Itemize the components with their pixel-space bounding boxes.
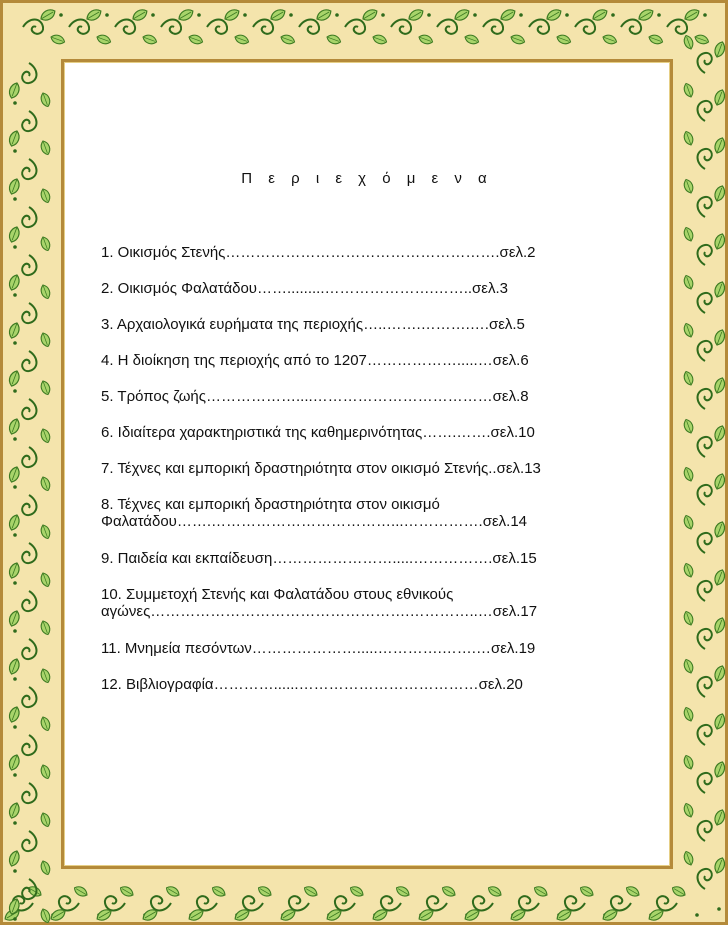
- toc-entry: 5. Τρόπος ζωής………………....………………………………σελ.8: [101, 388, 529, 405]
- toc-entry: 2. Οικισμός Φαλατάδου…….........………………….……..σελ.3: [101, 280, 508, 297]
- toc-entry: 4. Η διοίκηση της περιοχής από το 1207……………….....…σελ.6: [101, 352, 529, 369]
- toc-entry: 11. Μνημεία πεσόντων………………….....………….…….…σελ.19: [101, 640, 536, 657]
- toc-entry: 10. Συμμετοχή Στενής και Φαλατάδου στους εθνικούς αγώνες…………………………………………….…………..…σελ.17: [101, 586, 538, 620]
- toc-entry: 6. Ιδιαίτερα χαρακτηριστικά της καθημερινότητας…….…….σελ.10: [101, 424, 535, 441]
- page-title: Π ε ρ ι ε χ ό μ ε ν α: [241, 170, 493, 187]
- toc-entry: 1. Οικισμός Στενής……………………………………………….σελ.2: [101, 244, 536, 261]
- toc-entry: 8. Τέχνες και εμπορική δραστηριότητα στον οικισμό Φαλατάδου…….………………………………...…………….σελ.14: [101, 496, 527, 530]
- toc-entry: 9. Παιδεία και εκπαίδευση…………………….....…………….σελ.15: [101, 550, 537, 567]
- toc-entry: 12. Βιβλιογραφία…………......………………………………σελ.20: [101, 676, 523, 693]
- content-page: [61, 59, 673, 869]
- toc-entry: 7. Τέχνες και εμπορική δραστηριότητα στον οικισμό Στενής..σελ.13: [101, 460, 541, 477]
- toc-entry: 3. Αρχαιολογικά ευρήματα της περιοχής…..…….……….….σελ.5: [101, 316, 525, 333]
